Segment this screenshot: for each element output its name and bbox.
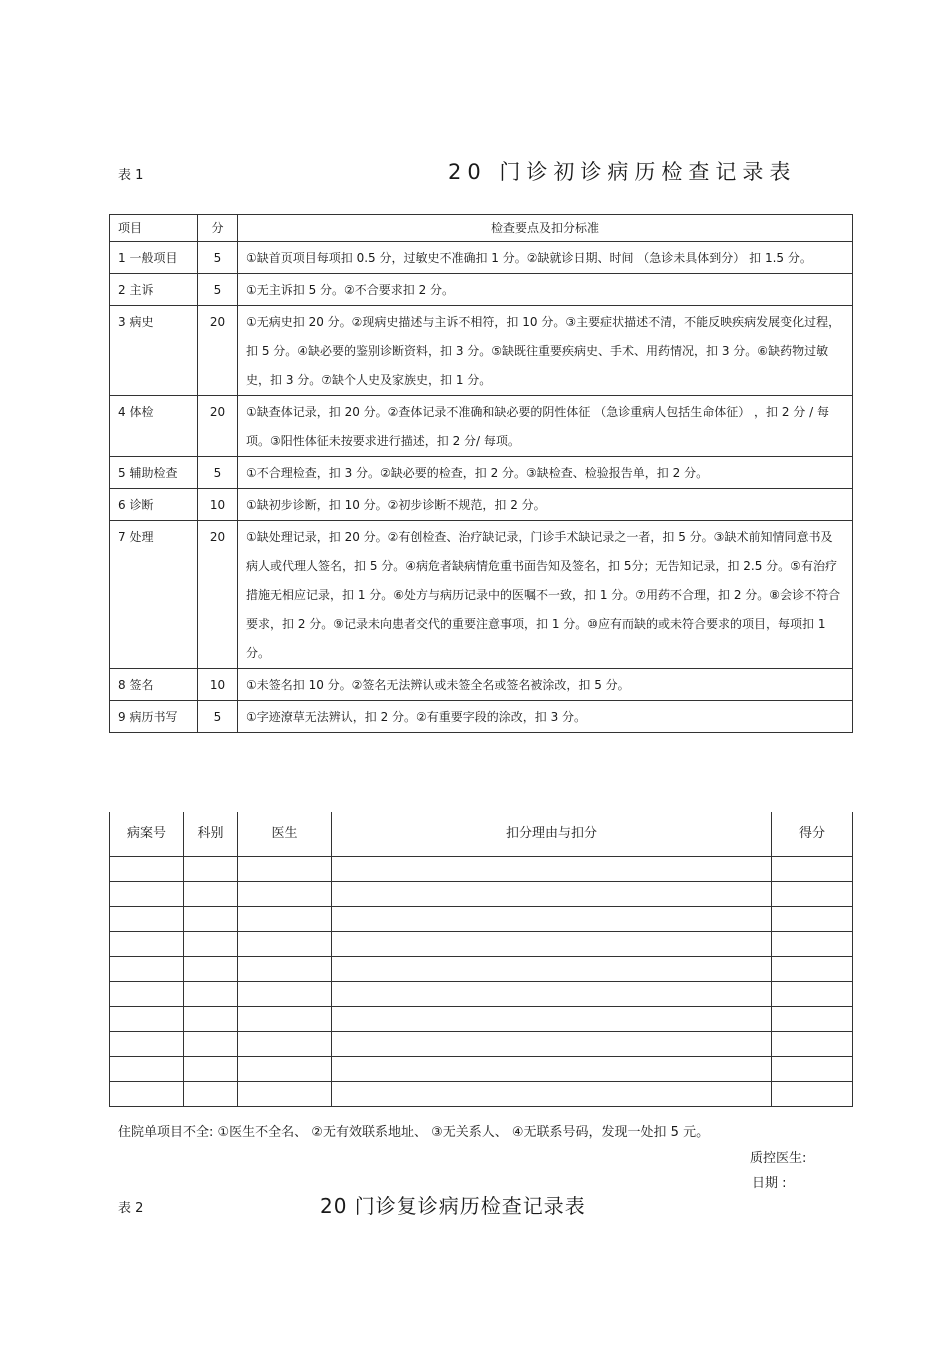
cell-score[interactable]	[772, 957, 853, 982]
record-row	[110, 932, 853, 957]
record-row	[110, 1082, 853, 1107]
cell-score[interactable]	[772, 882, 853, 907]
header-item: 项目	[110, 215, 198, 242]
row-score: 5	[198, 701, 238, 733]
criteria-row	[110, 306, 853, 396]
criteria-row	[110, 457, 853, 489]
cell-department[interactable]	[184, 957, 238, 982]
row-item: 8 签名	[110, 669, 198, 701]
header-doctor: 医生	[238, 812, 332, 857]
header-deduction-reason: 扣分理由与扣分	[332, 812, 772, 857]
row-item: 7 处理	[110, 521, 198, 669]
criteria-row	[110, 396, 853, 457]
cell-doctor[interactable]	[238, 1007, 332, 1032]
cell-score[interactable]	[772, 857, 853, 882]
cell-score[interactable]	[772, 1082, 853, 1107]
record-row	[110, 1007, 853, 1032]
row-item: 5 辅助检查	[110, 457, 198, 489]
row-score: 5	[198, 274, 238, 306]
criteria-row	[110, 521, 853, 669]
cell-doctor[interactable]	[238, 907, 332, 932]
record-row	[110, 1032, 853, 1057]
row-item: 2 主诉	[110, 274, 198, 306]
cell-case-number[interactable]	[110, 1057, 184, 1082]
record-row	[110, 907, 853, 932]
header-department: 科别	[184, 812, 238, 857]
cell-deduction-reason[interactable]	[332, 982, 772, 1007]
cell-score[interactable]	[772, 932, 853, 957]
row-desc: ①无主诉扣 5 分。②不合要求扣 2 分。	[238, 274, 853, 306]
cell-case-number[interactable]	[110, 982, 184, 1007]
cell-department[interactable]	[184, 982, 238, 1007]
cell-case-number[interactable]	[110, 1082, 184, 1107]
cell-deduction-reason[interactable]	[332, 857, 772, 882]
cell-case-number[interactable]	[110, 907, 184, 932]
qc-doctor-label: 质控医生:	[750, 1151, 807, 1166]
cell-doctor[interactable]	[238, 882, 332, 907]
cell-case-number[interactable]	[110, 932, 184, 957]
cell-deduction-reason[interactable]	[332, 1082, 772, 1107]
record-row	[110, 1057, 853, 1082]
criteria-header-row	[110, 215, 853, 242]
header-score: 得分	[772, 812, 853, 857]
criteria-row	[110, 274, 853, 306]
cell-department[interactable]	[184, 882, 238, 907]
cell-department[interactable]	[184, 1057, 238, 1082]
record-row	[110, 982, 853, 1007]
record-row	[110, 857, 853, 882]
row-score: 20	[198, 396, 238, 457]
cell-deduction-reason[interactable]	[332, 1057, 772, 1082]
footer-note: 住院单项目不全: ①医生不全名、 ②无有效联系地址、 ③无关系人、 ④无联系号码，发现一处扣 5 元。	[118, 1125, 710, 1140]
header-desc: 检查要点及扣分标准	[238, 215, 853, 242]
row-score: 5	[198, 242, 238, 274]
cell-score[interactable]	[772, 1057, 853, 1082]
row-desc: ①不合理检查，扣 3 分。②缺必要的检查，扣 2 分。③缺检查、检验报告单，扣 2 分。	[238, 457, 853, 489]
row-score: 20	[198, 521, 238, 669]
table2-title: 20 门诊复诊病历检查记录表	[320, 1194, 586, 1218]
cell-case-number[interactable]	[110, 882, 184, 907]
row-desc: ①缺首页项目每项扣 0.5 分，过敏史不准确扣 1 分。②缺就诊日期、时间 （急诊未具体到分） 扣 1.5 分。	[238, 242, 853, 274]
header-score: 分	[198, 215, 238, 242]
cell-doctor[interactable]	[238, 932, 332, 957]
criteria-row	[110, 489, 853, 521]
cell-doctor[interactable]	[238, 957, 332, 982]
cell-case-number[interactable]	[110, 1007, 184, 1032]
cell-score[interactable]	[772, 1007, 853, 1032]
row-desc: ①未签名扣 10 分。②签名无法辨认或未签全名或签名被涂改，扣 5 分。	[238, 669, 853, 701]
cell-doctor[interactable]	[238, 982, 332, 1007]
row-score: 5	[198, 457, 238, 489]
cell-case-number[interactable]	[110, 857, 184, 882]
cell-department[interactable]	[184, 932, 238, 957]
cell-case-number[interactable]	[110, 957, 184, 982]
cell-department[interactable]	[184, 857, 238, 882]
criteria-row	[110, 701, 853, 733]
cell-deduction-reason[interactable]	[332, 1032, 772, 1057]
cell-score[interactable]	[772, 982, 853, 1007]
row-score: 10	[198, 489, 238, 521]
date-label: 日期 :	[752, 1176, 787, 1191]
row-score: 10	[198, 669, 238, 701]
table1-title: 20 门诊初诊病历检查记录表	[448, 160, 797, 184]
cell-deduction-reason[interactable]	[332, 882, 772, 907]
criteria-row	[110, 669, 853, 701]
table2-label: 表 2	[118, 1201, 144, 1216]
row-desc: ①字迹潦草无法辨认，扣 2 分。②有重要字段的涂改，扣 3 分。	[238, 701, 853, 733]
cell-score[interactable]	[772, 1032, 853, 1057]
cell-doctor[interactable]	[238, 857, 332, 882]
cell-doctor[interactable]	[238, 1057, 332, 1082]
cell-score[interactable]	[772, 907, 853, 932]
record-table	[109, 812, 853, 1107]
cell-deduction-reason[interactable]	[332, 1007, 772, 1032]
table1-label: 表 1	[118, 168, 144, 183]
record-row	[110, 957, 853, 982]
cell-deduction-reason[interactable]	[332, 957, 772, 982]
cell-doctor[interactable]	[238, 1082, 332, 1107]
cell-case-number[interactable]	[110, 1032, 184, 1057]
row-item: 1 一般项目	[110, 242, 198, 274]
row-item: 3 病史	[110, 306, 198, 396]
row-desc: ①缺初步诊断，扣 10 分。②初步诊断不规范，扣 2 分。	[238, 489, 853, 521]
cell-department[interactable]	[184, 1082, 238, 1107]
cell-department[interactable]	[184, 1032, 238, 1057]
record-row	[110, 882, 853, 907]
row-score: 20	[198, 306, 238, 396]
cell-deduction-reason[interactable]	[332, 932, 772, 957]
cell-department[interactable]	[184, 907, 238, 932]
cell-doctor[interactable]	[238, 1032, 332, 1057]
row-desc: ①缺处理记录，扣 20 分。②有创检查、治疗缺记录，门诊手术缺记录之一者，扣 5 分。③缺术前知情同意书及病人或代理人签名，扣 5 分。④病危者缺病情危重书面告知及签名，扣 5分；无告知记录，扣 2.5 分。⑤有治疗措施无相应记录，扣 1 分。⑥处方与病历记录中的医嘱不一致，扣 1 分。⑦用药不合理，扣 2 分。⑧会诊不符合要求，扣 2 分。⑨记录未向患者交代的重要注意事项，扣 1 分。⑩应有而缺的或未符合要求的项目，每项扣 1 分。	[238, 521, 853, 669]
criteria-table	[109, 214, 853, 733]
row-item: 4 体检	[110, 396, 198, 457]
cell-deduction-reason[interactable]	[332, 907, 772, 932]
criteria-row	[110, 242, 853, 274]
row-item: 6 诊断	[110, 489, 198, 521]
header-case-number: 病案号	[110, 812, 184, 857]
row-desc: ①缺查体记录，扣 20 分。②查体记录不准确和缺必要的阴性体征 （急诊重病人包括生命体征） ，扣 2 分 / 每项。③阳性体征未按要求进行描述，扣 2 分/ 每项。	[238, 396, 853, 457]
row-desc: ①无病史扣 20 分。②现病史描述与主诉不相符，扣 10 分。③主要症状描述不清，不能反映疾病发展变化过程，扣 5 分。④缺必要的鉴别诊断资料，扣 3 分。⑤缺既往重要疾病史、手术、用药情况，扣 3 分。⑥缺药物过敏史，扣 3 分。⑦缺个人史及家族史，扣 1 分。	[238, 306, 853, 396]
row-item: 9 病历书写	[110, 701, 198, 733]
record-header-row	[110, 812, 853, 857]
cell-department[interactable]	[184, 1007, 238, 1032]
